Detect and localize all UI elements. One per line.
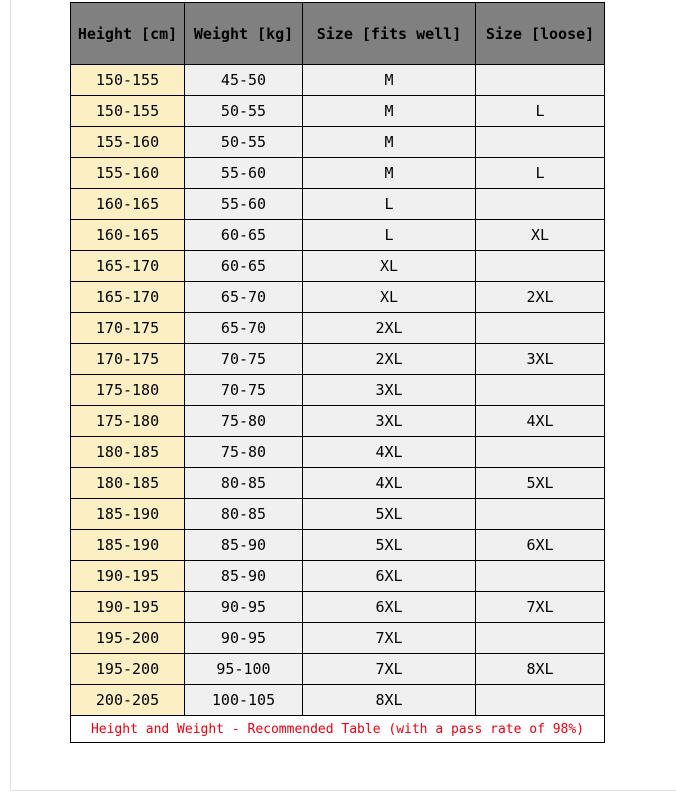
- table-row: [71, 437, 605, 468]
- size-loose-cell: [476, 251, 605, 282]
- weight-cell: 55-60: [185, 189, 303, 220]
- height-cell: 155-160: [71, 127, 185, 158]
- size-fits-well-cell: 2XL: [303, 344, 476, 375]
- size-fits-well-cell: 5XL: [303, 499, 476, 530]
- size-loose-cell: [476, 127, 605, 158]
- table-row: [71, 189, 605, 220]
- height-cell: 170-175: [71, 313, 185, 344]
- size-loose-cell: L: [476, 158, 605, 189]
- height-cell: 155-160: [71, 158, 185, 189]
- table-row: [71, 468, 605, 499]
- weight-cell: 60-65: [185, 251, 303, 282]
- size-fits-well-cell: M: [303, 127, 476, 158]
- table-body: [71, 65, 605, 716]
- height-cell: 185-190: [71, 499, 185, 530]
- size-loose-cell: 3XL: [476, 344, 605, 375]
- weight-cell: 75-80: [185, 406, 303, 437]
- size-loose-cell: L: [476, 96, 605, 127]
- height-cell: 160-165: [71, 220, 185, 251]
- table-row: [71, 282, 605, 313]
- weight-cell: 65-70: [185, 313, 303, 344]
- height-cell: 160-165: [71, 189, 185, 220]
- weight-cell: 100-105: [185, 685, 303, 716]
- size-fits-well-cell: 3XL: [303, 375, 476, 406]
- height-cell: 170-175: [71, 344, 185, 375]
- table-row: [71, 96, 605, 127]
- size-loose-cell: [476, 437, 605, 468]
- size-loose-cell: 6XL: [476, 530, 605, 561]
- size-loose-cell: [476, 685, 605, 716]
- table-row: [71, 127, 605, 158]
- header-row: [71, 3, 605, 65]
- size-chart-table: [70, 2, 605, 743]
- table-row: [71, 561, 605, 592]
- weight-cell: 60-65: [185, 220, 303, 251]
- size-loose-cell: [476, 313, 605, 344]
- table-row: [71, 344, 605, 375]
- size-fits-well-cell: 2XL: [303, 313, 476, 344]
- height-cell: 180-185: [71, 437, 185, 468]
- size-loose-cell: [476, 65, 605, 96]
- height-cell: 150-155: [71, 96, 185, 127]
- weight-cell: 90-95: [185, 623, 303, 654]
- size-loose-cell: [476, 623, 605, 654]
- table-caption: Height and Weight - Recommended Table (with a pass rate of 98%): [71, 716, 605, 743]
- height-cell: 175-180: [71, 375, 185, 406]
- weight-cell: 95-100: [185, 654, 303, 685]
- size-fits-well-cell: 6XL: [303, 561, 476, 592]
- column-header-weight: Weight [kg]: [185, 3, 303, 65]
- table-row: [71, 592, 605, 623]
- size-fits-well-cell: 4XL: [303, 437, 476, 468]
- table-row: [71, 313, 605, 344]
- size-fits-well-cell: L: [303, 189, 476, 220]
- table-row: [71, 530, 605, 561]
- height-cell: 190-195: [71, 561, 185, 592]
- size-fits-well-cell: 4XL: [303, 468, 476, 499]
- size-loose-cell: [476, 189, 605, 220]
- size-fits-well-cell: M: [303, 158, 476, 189]
- table-row: [71, 654, 605, 685]
- weight-cell: 45-50: [185, 65, 303, 96]
- weight-cell: 50-55: [185, 96, 303, 127]
- size-loose-cell: 2XL: [476, 282, 605, 313]
- page-frame-bottom-line: [10, 790, 676, 791]
- size-fits-well-cell: XL: [303, 282, 476, 313]
- height-cell: 190-195: [71, 592, 185, 623]
- size-fits-well-cell: 8XL: [303, 685, 476, 716]
- size-fits-well-cell: 3XL: [303, 406, 476, 437]
- size-loose-cell: 5XL: [476, 468, 605, 499]
- table-row: [71, 251, 605, 282]
- size-fits-well-cell: 5XL: [303, 530, 476, 561]
- height-cell: 195-200: [71, 654, 185, 685]
- weight-cell: 80-85: [185, 468, 303, 499]
- table-row: [71, 158, 605, 189]
- weight-cell: 75-80: [185, 437, 303, 468]
- column-header-size-fits-well: Size [fits well]: [303, 3, 476, 65]
- weight-cell: 85-90: [185, 530, 303, 561]
- size-fits-well-cell: XL: [303, 251, 476, 282]
- size-fits-well-cell: M: [303, 96, 476, 127]
- table-row: [71, 406, 605, 437]
- size-loose-cell: 8XL: [476, 654, 605, 685]
- weight-cell: 70-75: [185, 375, 303, 406]
- column-header-size-loose: Size [loose]: [476, 3, 605, 65]
- weight-cell: 65-70: [185, 282, 303, 313]
- column-header-height: Height [cm]: [71, 3, 185, 65]
- size-loose-cell: [476, 499, 605, 530]
- size-fits-well-cell: 6XL: [303, 592, 476, 623]
- weight-cell: 85-90: [185, 561, 303, 592]
- weight-cell: 55-60: [185, 158, 303, 189]
- size-fits-well-cell: 7XL: [303, 654, 476, 685]
- height-cell: 175-180: [71, 406, 185, 437]
- height-cell: 180-185: [71, 468, 185, 499]
- height-cell: 200-205: [71, 685, 185, 716]
- page-frame-left-line: [10, 0, 11, 791]
- weight-cell: 90-95: [185, 592, 303, 623]
- size-loose-cell: [476, 561, 605, 592]
- caption-row: [71, 716, 605, 743]
- height-cell: 165-170: [71, 282, 185, 313]
- size-fits-well-cell: 7XL: [303, 623, 476, 654]
- height-cell: 185-190: [71, 530, 185, 561]
- table-row: [71, 375, 605, 406]
- size-loose-cell: [476, 375, 605, 406]
- table-row: [71, 65, 605, 96]
- size-loose-cell: 4XL: [476, 406, 605, 437]
- height-cell: 150-155: [71, 65, 185, 96]
- table-row: [71, 220, 605, 251]
- height-cell: 165-170: [71, 251, 185, 282]
- weight-cell: 50-55: [185, 127, 303, 158]
- size-fits-well-cell: M: [303, 65, 476, 96]
- size-loose-cell: XL: [476, 220, 605, 251]
- table-row: [71, 623, 605, 654]
- weight-cell: 80-85: [185, 499, 303, 530]
- weight-cell: 70-75: [185, 344, 303, 375]
- size-fits-well-cell: L: [303, 220, 476, 251]
- table-row: [71, 685, 605, 716]
- height-cell: 195-200: [71, 623, 185, 654]
- size-loose-cell: 7XL: [476, 592, 605, 623]
- table-row: [71, 499, 605, 530]
